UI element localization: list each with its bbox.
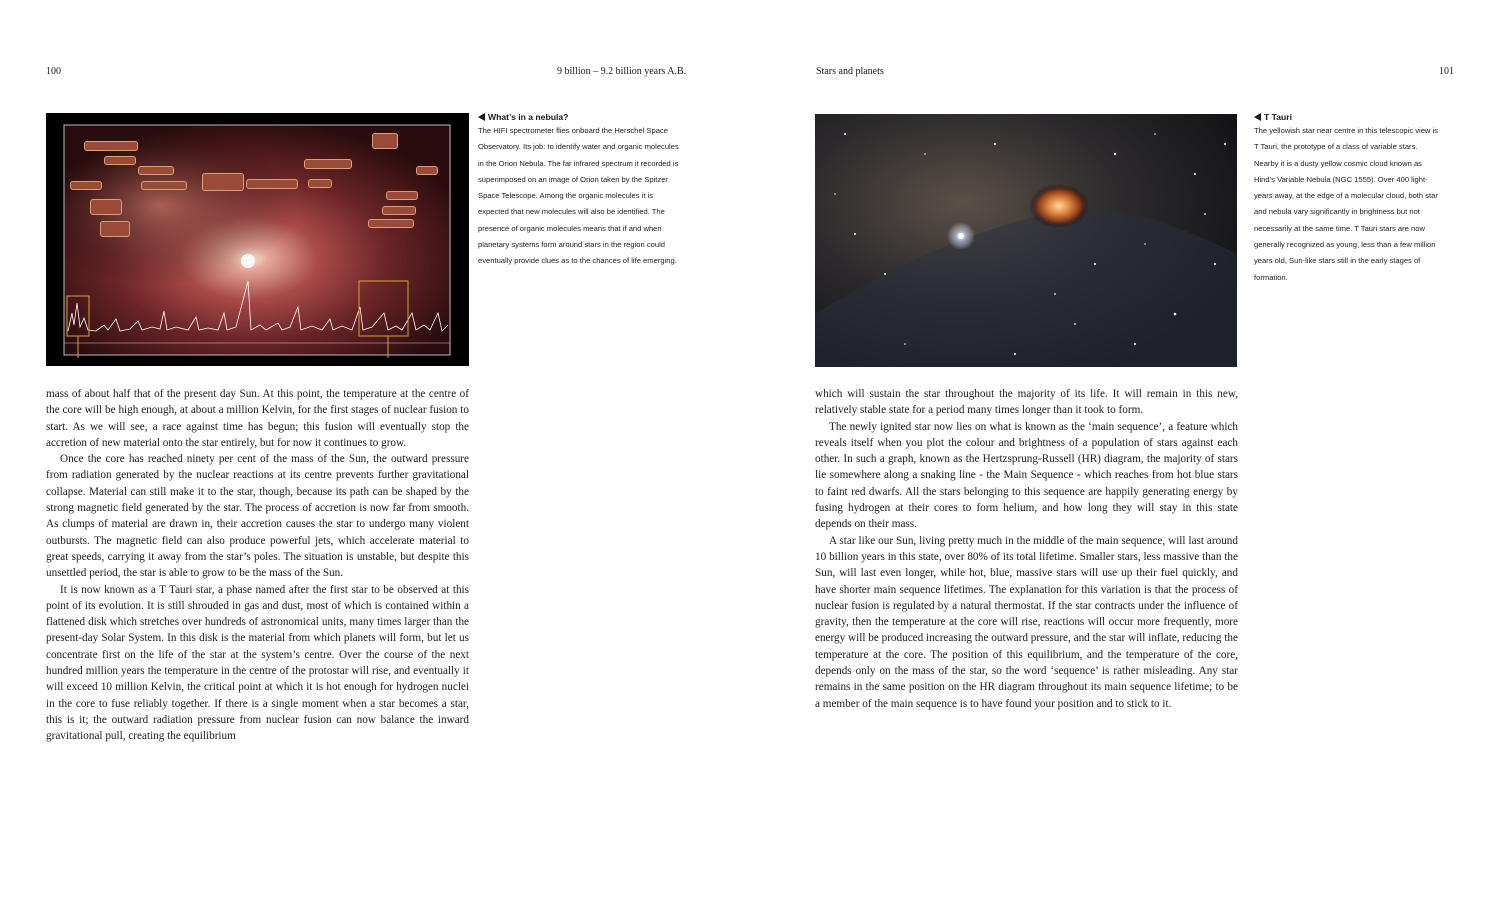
caption-title bbox=[1254, 111, 1438, 123]
caption-title-text: What’s in a nebula? bbox=[488, 112, 569, 122]
spectrum-line-label bbox=[138, 166, 174, 175]
spectrum-line-label bbox=[202, 173, 244, 191]
caption-body-text: The HIFI spectrometer flies onboard the Herschel Space Observatory. Its job: to identify water and organic molecules in the Orion Nebula. The far infrared spectrum it recorded is superimposed on an image of Orion taken by the Spitzer Space Telescope. Among the organic molecules it is expected that new molecules will also be identified. The presence of organic molecules means that if and when planetary systems form around stars in the region could eventually provide clues as to the chances of life emerging. bbox=[478, 126, 679, 266]
spectrum-line-label bbox=[372, 133, 398, 149]
paragraph: which will sustain the star throughout the majority of its life. It will remain in this new, relatively stable state for a period many times longer than it took to form. bbox=[815, 388, 1238, 417]
right-running-head: Stars and planets bbox=[816, 66, 884, 77]
t-tauri-photo bbox=[815, 114, 1237, 367]
caption-title-text: T Tauri bbox=[1264, 112, 1293, 122]
spectrum-line-label bbox=[90, 199, 122, 215]
spectrum-line-label bbox=[382, 206, 416, 215]
spectrum-line-label bbox=[386, 191, 418, 200]
left-page-number: 100 bbox=[46, 66, 61, 77]
left-running-head: 9 billion – 9.2 billion years A.B. bbox=[557, 66, 687, 77]
spectrum-line-label bbox=[104, 156, 136, 165]
caption-title bbox=[478, 111, 680, 123]
spectrum-line-label bbox=[246, 179, 298, 189]
spectrum-line-label bbox=[84, 141, 138, 151]
spectrum-line-label bbox=[100, 221, 130, 237]
right-figure-caption bbox=[1254, 111, 1438, 286]
spectrum-line-label bbox=[304, 159, 352, 169]
paragraph: It is now known as a T Tauri star, a phase named after the first star to be observed at this point of its evolution. It is still shrouded in gas and dust, most of which is contained within a flattened disk which stretches over hundreds of astronomical units, many times larger than the present-day Solar System. In this disk is the material from which planets will form, but let us concentrate first on the life of the star at the system’s centre. Over the course of the next hundred million years the temperature in the centre of the protostar will rise, and eventually it will exceed 10 million Kelvin, the critical point at which it is hot enough for hydrogen nuclei in the core to fuse reliably together. If there is a single moment when a star becomes a star, this is it; the outward radiation pressure from nuclear fusion can now balance the inward gravitational pull, creating the equilibrium bbox=[46, 583, 469, 743]
paragraph: Once the core has reached ninety per cent of the mass of the Sun, the outward pressure from radiation generated by the nuclear reactions at its centre prevents further gravitational collapse. Material can still make it to the star, though, because its path can be shaped by the strong magnetic field generated by the star. The process of accretion is now far from smooth. As clumps of material are drawn in, their accretion causes the star to undergo many violent outbursts. The magnetic field can also produce powerful jets, which accelerate material to great speeds, carrying it away from the star’s poles. The situation is unstable, but despite this unsettled period, the star is able to grow to be the mass of the Sun. bbox=[46, 453, 469, 580]
caption-body bbox=[1254, 123, 1438, 286]
spectrum-line-label bbox=[141, 181, 187, 190]
paragraph: The newly ignited star now lies on what is known as the ‘main sequence’, a feature which reveals itself when you plot the colour and brightness of a population of stars against each other. In such a graph, known as the Hertzsprung-Russell (HR) diagram, the majority of stars lie somewhere along a snaking line - the Main Sequence - which reaches from hot blue stars to faint red dwarfs. All the stars belonging to this sequence are happily generating energy by fusing hydrogen at their cores to form helium, and how long they will stay in this state depends on their mass. bbox=[815, 420, 1238, 531]
spectrum-line-label bbox=[368, 219, 414, 228]
paragraph: mass of about half that of the present day Sun. At this point, the temperature at the centre of the core will be high enough, at about a million Kelvin, for the first stages of nuclear fusion to start. As we will see, a race against time has begun; this fusion will eventually stop the accretion of new material onto the star entirely, but for now it continues to grow. bbox=[46, 388, 469, 449]
spectrum-line-label bbox=[416, 166, 438, 175]
arrow-left-icon bbox=[478, 113, 485, 121]
orion-nebula-spectrum-figure bbox=[46, 113, 469, 366]
left-body-text bbox=[46, 386, 469, 745]
t-tauri-image bbox=[815, 114, 1237, 367]
spectrum-line-label bbox=[308, 179, 332, 188]
paragraph: A star like our Sun, living pretty much in the middle of the main sequence, will last around 10 billion years in this state, over 80% of its total lifetime. Smaller stars, less massive than the Sun, will last even longer, while hot, blue, massive stars will use up their fuel quickly, and have shorter main sequence lifetimes. The explanation for this variation is that the process of nuclear fusion is regulated by a natural thermostat. If the star contracts under the influence of gravity, then the temperature at the core will rise, reactions will occur more frequently, more energy will be produced increasing the outward pressure, and the star will inflate, reducing the temperature at the core. The position of this equilibrium, and the temperature of the core, depends only on the mass of the star, so the word ‘sequence’ is rather misleading. Any star remains in the same position on the HR diagram throughout its main sequence lifetime; to be a member of the main sequence is to have found your position and to stick to it. bbox=[815, 534, 1238, 710]
caption-body-text: The yellowish star near centre in this telescopic view is T Tauri, the prototype of a class of variable stars. Nearby it is a dusty yellow cosmic cloud known as Hind’s Variable Nebula (NGC 1555). Over 400 light-years away, at the edge of a molecular cloud, both star and nebula vary significantly in brightness but not necessarily at the same time. T Tauri stars are now generally recognized as young, less than a few million years old, Sun-like stars still in the early stages of formation. bbox=[1254, 126, 1439, 282]
right-page-number: 101 bbox=[1439, 66, 1454, 77]
arrow-left-icon bbox=[1254, 113, 1261, 121]
left-figure-caption bbox=[478, 111, 680, 270]
spectrum-line-label bbox=[70, 181, 102, 190]
right-body-text bbox=[815, 386, 1238, 712]
caption-body bbox=[478, 123, 680, 270]
